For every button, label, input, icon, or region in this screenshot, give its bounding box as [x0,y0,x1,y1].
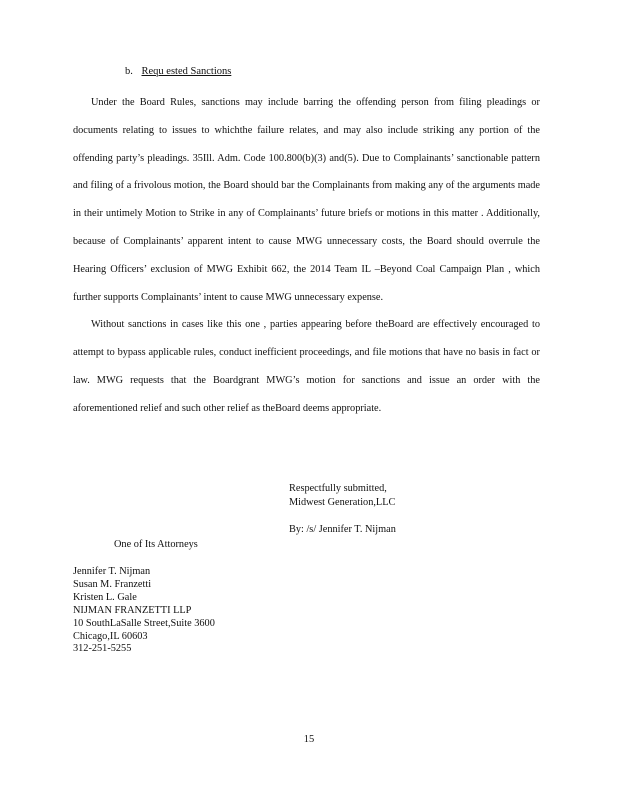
section-heading [125,66,231,77]
section-title: Requ ested Sanctions [141,66,232,77]
section-letter: b. [125,66,133,77]
counsel-line: Susan M. Franzetti [73,578,152,590]
closing: Respectfully submitted, [289,483,387,494]
counsel-line: 10 SouthLaSalle Street,Suite 3600 [73,617,215,629]
party-name: Midwest Generation,LLC [289,496,396,508]
attorneys-of: One of Its Attorneys [114,539,198,550]
paragraph-2: Without sanctions in cases like this one , parties appearing before theBoard are effectively encouraged to attempt to bypass applicable rules, conduct inefficient proceedings, and file motions that have no basis in fact or law. MWG requests that the Boardgrant MWG’s motion for sanctions and issue an order with the aforementioned relief and such other relief as theBoard deems appropriate. [73,319,540,414]
counsel-block [73,566,215,656]
counsel-line: NIJMAN FRANZETTI LLP [73,604,192,616]
counsel-line: Chicago,IL 60603 [73,630,148,642]
counsel-line: 312-251-5255 [73,643,132,655]
signature-line: By: /s/ Jennifer T. Nijman [289,524,396,535]
paragraph-1: Under the Board Rules, sanctions may include barring the offending person from filing pleadings or documents relating to issues to whichthe failure relates, and may also include striking any portion of the offending party’s pleadings. 35Ill. Adm. Code 100.800(b)(3) and(5). Due to Complainants’ sanctionable pattern and filing of a frivolous motion, the Board should bar the Complainants from making any of the arguments made in their untimely Motion to Strike in any of Complainants’ future briefs or motions in this matter . Additionally, because of Complainants’ apparent intent to cause MWG unnecessary costs, the Board should overrule the Hearing Officers’ exclusion of MWG Exhibit 662, the 2014 Team IL –Beyond Coal Campaign Plan , which further supports Complainants’ intent to cause MWG unnecessary expense. [73,97,540,303]
signature-block [289,482,396,537]
page-number: 15 [303,734,315,745]
counsel-line: Jennifer T. Nijman [73,566,151,577]
counsel-line: Kristen L. Gale [73,591,137,603]
body-text [73,89,540,423]
